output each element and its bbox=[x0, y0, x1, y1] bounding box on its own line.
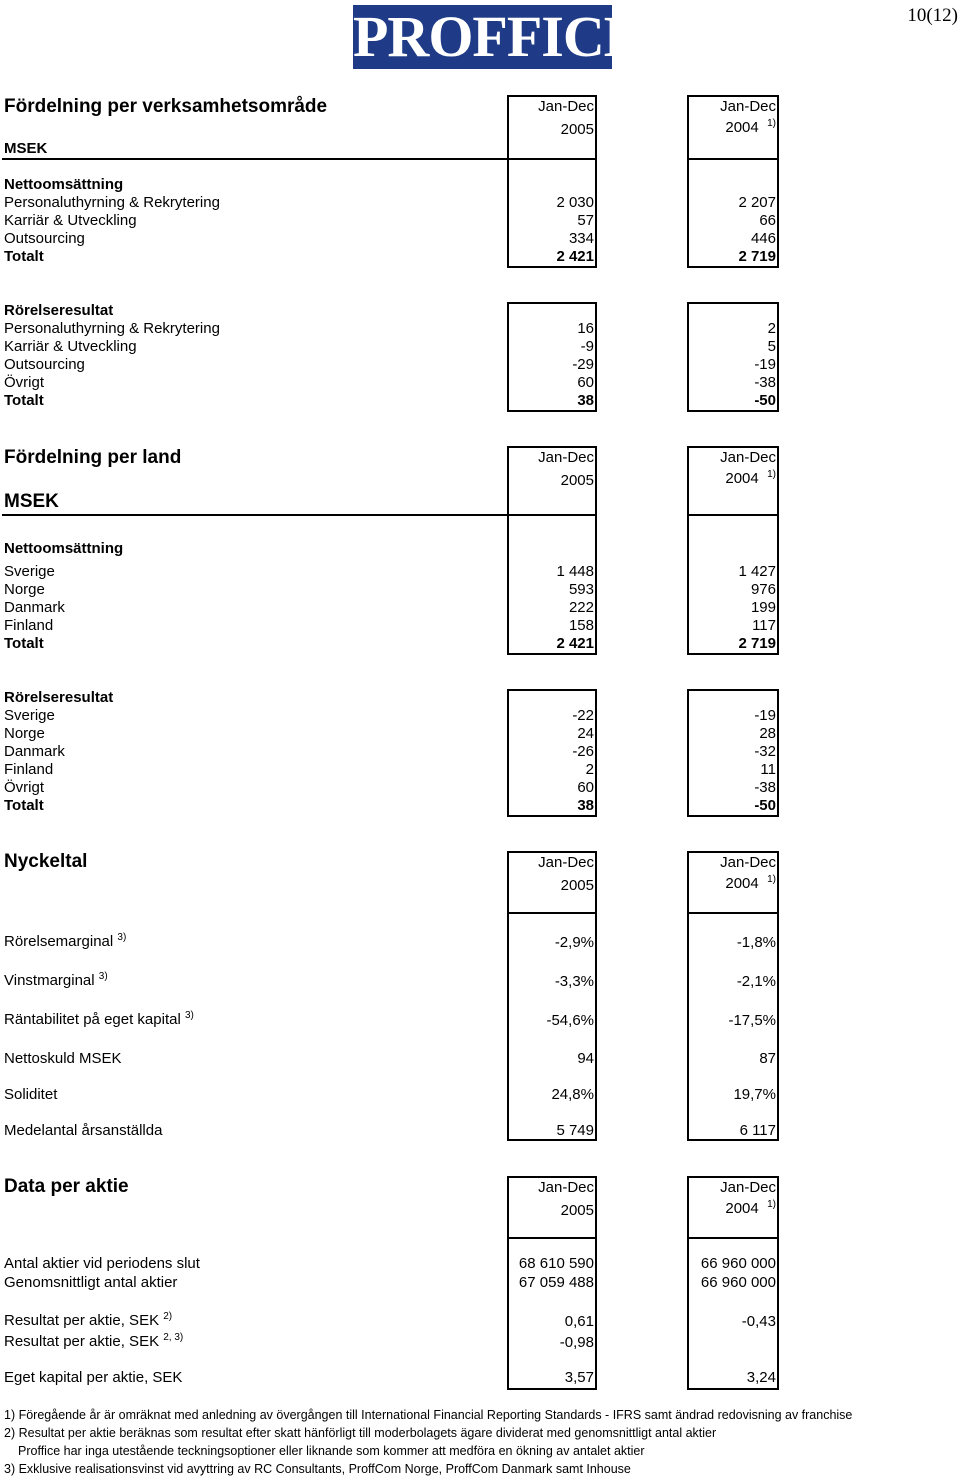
s2-col2-bottom: 2004 $^{1)}$ bbox=[725, 469, 776, 487]
row-label: Karriär & Utveckling bbox=[4, 212, 137, 229]
row-value-2005: 158 bbox=[568, 617, 594, 634]
kpi-value-2004: -17,5% bbox=[728, 1012, 776, 1029]
s1-net-title: Nettoomsättning bbox=[4, 176, 124, 193]
footnote-2-cont: Proffice har inga utestående teckningsoptioner eller liknande som kommer att medföra en ökning av antalet aktier bbox=[18, 1444, 645, 1458]
row-value-2005-total: 38 bbox=[577, 392, 594, 409]
kpi-value-2004: -2,1% bbox=[736, 973, 776, 990]
row-value-2004-total: -50 bbox=[754, 392, 776, 409]
row-value-2004: -32 bbox=[754, 743, 776, 760]
s1-op-title: Rörelseresultat bbox=[4, 302, 114, 319]
kpi-label: Rörelsemarginal $^{3)}$ bbox=[4, 932, 127, 950]
footnote-3: 3) Exklusive realisationsvinst vid avyttring av RC Consultants, ProffCom Norge, ProffCom Danmark samt Inhouse bbox=[4, 1462, 631, 1476]
row-value-2004: 446 bbox=[750, 230, 776, 247]
share-label: Genomsnittligt antal aktier bbox=[4, 1274, 178, 1291]
s2-col1-top: Jan-Dec bbox=[538, 449, 594, 466]
row-value-2004-total: 2 719 bbox=[738, 248, 776, 265]
row-label: Finland bbox=[4, 617, 54, 634]
row-value-2004: 976 bbox=[750, 581, 776, 598]
s3-col2-top: Jan-Dec bbox=[720, 854, 776, 871]
row-label: Norge bbox=[4, 581, 45, 598]
row-value-2004: 66 bbox=[759, 212, 776, 229]
share-label: Eget kapital per aktie, SEK bbox=[4, 1369, 183, 1386]
kpi-value-2005: 94 bbox=[577, 1050, 594, 1067]
row-label: Danmark bbox=[4, 599, 65, 616]
s2-col2-top: Jan-Dec bbox=[720, 449, 776, 466]
row-value-2004: 1 427 bbox=[738, 563, 776, 580]
row-label: Sverige bbox=[4, 707, 55, 724]
row-label: Norge bbox=[4, 725, 45, 742]
s2-unit: MSEK bbox=[4, 491, 59, 512]
kpi-value-2004: -1,8% bbox=[736, 934, 776, 951]
row-value-2005-total: 38 bbox=[577, 797, 594, 814]
row-value-2005: -29 bbox=[572, 356, 594, 373]
share-value-2005: 3,57 bbox=[564, 1369, 594, 1386]
row-label-total: Totalt bbox=[4, 797, 44, 814]
s3-title: Nyckeltal bbox=[4, 851, 88, 872]
kpi-value-2005: 24,8% bbox=[551, 1086, 594, 1103]
row-value-2005: 2 bbox=[585, 761, 594, 778]
s2-col1-bottom: 2005 bbox=[560, 472, 594, 489]
share-value-2005: 68 610 590 bbox=[518, 1255, 594, 1272]
row-value-2004: 199 bbox=[750, 599, 776, 616]
row-label-total: Totalt bbox=[4, 635, 44, 652]
row-value-2004: -38 bbox=[754, 374, 776, 391]
share-label: Antal aktier vid periodens slut bbox=[4, 1255, 200, 1272]
page-number: 10(12) bbox=[907, 5, 958, 26]
kpi-value-2005: -3,3% bbox=[554, 973, 594, 990]
s1-col1-top: Jan-Dec bbox=[538, 98, 594, 115]
s3-col1-bottom: 2005 bbox=[560, 877, 594, 894]
s4-col2-bottom: 2004 $^{1)}$ bbox=[725, 1199, 776, 1217]
share-value-2005: 67 059 488 bbox=[518, 1274, 594, 1291]
kpi-value-2004: 87 bbox=[759, 1050, 776, 1067]
footnote-2: 2) Resultat per aktie beräknas som resultat efter skatt hänförligt till moderbolagets ägare dividerat med genomsnittligt antal aktier bbox=[4, 1426, 717, 1440]
s2-net-title: Nettoomsättning bbox=[4, 540, 124, 557]
share-value-2004: 3,24 bbox=[746, 1369, 776, 1386]
row-value-2005: 222 bbox=[568, 599, 594, 616]
kpi-label: Räntabilitet på eget kapital $^{3)}$ bbox=[4, 1010, 194, 1028]
kpi-value-2005: 5 749 bbox=[556, 1122, 594, 1139]
s1-title: Fördelning per verksamhetsområde bbox=[4, 96, 328, 117]
row-value-2005: 60 bbox=[577, 779, 594, 796]
row-value-2005: 1 448 bbox=[556, 563, 594, 580]
row-label: Outsourcing bbox=[4, 356, 85, 373]
s4-title: Data per aktie bbox=[4, 1176, 129, 1197]
row-value-2005-total: 2 421 bbox=[556, 248, 594, 265]
row-value-2005: 2 030 bbox=[556, 194, 594, 211]
row-label: Finland bbox=[4, 761, 54, 778]
row-label: Outsourcing bbox=[4, 230, 85, 247]
row-label: Övrigt bbox=[4, 779, 45, 796]
row-value-2005: 60 bbox=[577, 374, 594, 391]
share-value-2005: -0,98 bbox=[559, 1334, 594, 1351]
row-value-2004: 11 bbox=[760, 761, 776, 778]
kpi-value-2005: -54,6% bbox=[546, 1012, 594, 1029]
share-value-2004: -0,43 bbox=[741, 1313, 776, 1330]
kpi-label: Nettoskuld MSEK bbox=[4, 1050, 122, 1067]
row-value-2005: 24 bbox=[577, 725, 594, 742]
row-value-2004: 5 bbox=[767, 338, 776, 355]
row-label-total: Totalt bbox=[4, 248, 44, 265]
kpi-label: Soliditet bbox=[4, 1086, 58, 1103]
s1-col2-top: Jan-Dec bbox=[720, 98, 776, 115]
s1-header-rule bbox=[2, 158, 508, 160]
row-value-2004: 117 bbox=[752, 617, 776, 634]
s2-title: Fördelning per land bbox=[4, 447, 182, 468]
share-value-2004: 66 960 000 bbox=[700, 1255, 776, 1272]
s2-op-title: Rörelseresultat bbox=[4, 689, 114, 706]
s4-col2-top: Jan-Dec bbox=[720, 1179, 776, 1196]
row-label: Övrigt bbox=[4, 374, 45, 391]
row-value-2004: 28 bbox=[759, 725, 776, 742]
row-value-2004: 2 bbox=[767, 320, 776, 337]
row-value-2005: 334 bbox=[568, 230, 594, 247]
s3-col2-bottom: 2004 $^{1)}$ bbox=[725, 874, 776, 892]
s4-col1-bottom: 2005 bbox=[560, 1202, 594, 1219]
row-value-2005: 57 bbox=[577, 212, 594, 229]
row-label: Danmark bbox=[4, 743, 65, 760]
s4-col1-top: Jan-Dec bbox=[538, 1179, 594, 1196]
row-value-2004: -38 bbox=[754, 779, 776, 796]
s1-col1-bottom: 2005 bbox=[560, 121, 594, 138]
row-label: Karriär & Utveckling bbox=[4, 338, 137, 355]
share-label: Resultat per aktie, SEK $^{2)}$ bbox=[4, 1311, 173, 1329]
row-value-2005: -22 bbox=[572, 707, 594, 724]
proffice-logo: PROFFICE bbox=[353, 4, 642, 69]
s3-col1-top: Jan-Dec bbox=[538, 854, 594, 871]
row-value-2004: -19 bbox=[754, 707, 776, 724]
kpi-value-2005: -2,9% bbox=[554, 934, 594, 951]
share-label: Resultat per aktie, SEK $^{2, 3)}$ bbox=[4, 1332, 184, 1350]
kpi-label: Medelantal årsanställda bbox=[4, 1122, 163, 1139]
share-value-2005: 0,61 bbox=[564, 1313, 594, 1330]
row-value-2004-total: 2 719 bbox=[738, 635, 776, 652]
row-value-2004: 2 207 bbox=[738, 194, 776, 211]
row-value-2004: -19 bbox=[754, 356, 776, 373]
kpi-value-2004: 19,7% bbox=[733, 1086, 776, 1103]
kpi-label: Vinstmarginal $^{3)}$ bbox=[4, 971, 108, 989]
s1-unit: MSEK bbox=[4, 140, 48, 157]
s1-col2-bottom: 2004 $^{1)}$ bbox=[725, 118, 776, 136]
share-value-2004: 66 960 000 bbox=[700, 1274, 776, 1291]
row-value-2005: 593 bbox=[568, 581, 594, 598]
footnote-1: 1) Föregående år är omräknat med anledning av övergången till International Financial Reporting Standards - IFRS samt ändrad redovisning av franchise bbox=[4, 1408, 853, 1422]
kpi-value-2004: 6 117 bbox=[739, 1122, 776, 1139]
s2-header-rule bbox=[2, 514, 508, 516]
row-value-2005: 16 bbox=[577, 320, 594, 337]
row-label: Sverige bbox=[4, 563, 55, 580]
row-label-total: Totalt bbox=[4, 392, 44, 409]
row-label: Personaluthyrning & Rekrytering bbox=[4, 194, 220, 211]
row-label: Personaluthyrning & Rekrytering bbox=[4, 320, 220, 337]
row-value-2004-total: -50 bbox=[754, 797, 776, 814]
row-value-2005-total: 2 421 bbox=[556, 635, 594, 652]
row-value-2005: -9 bbox=[580, 338, 594, 355]
row-value-2005: -26 bbox=[572, 743, 594, 760]
